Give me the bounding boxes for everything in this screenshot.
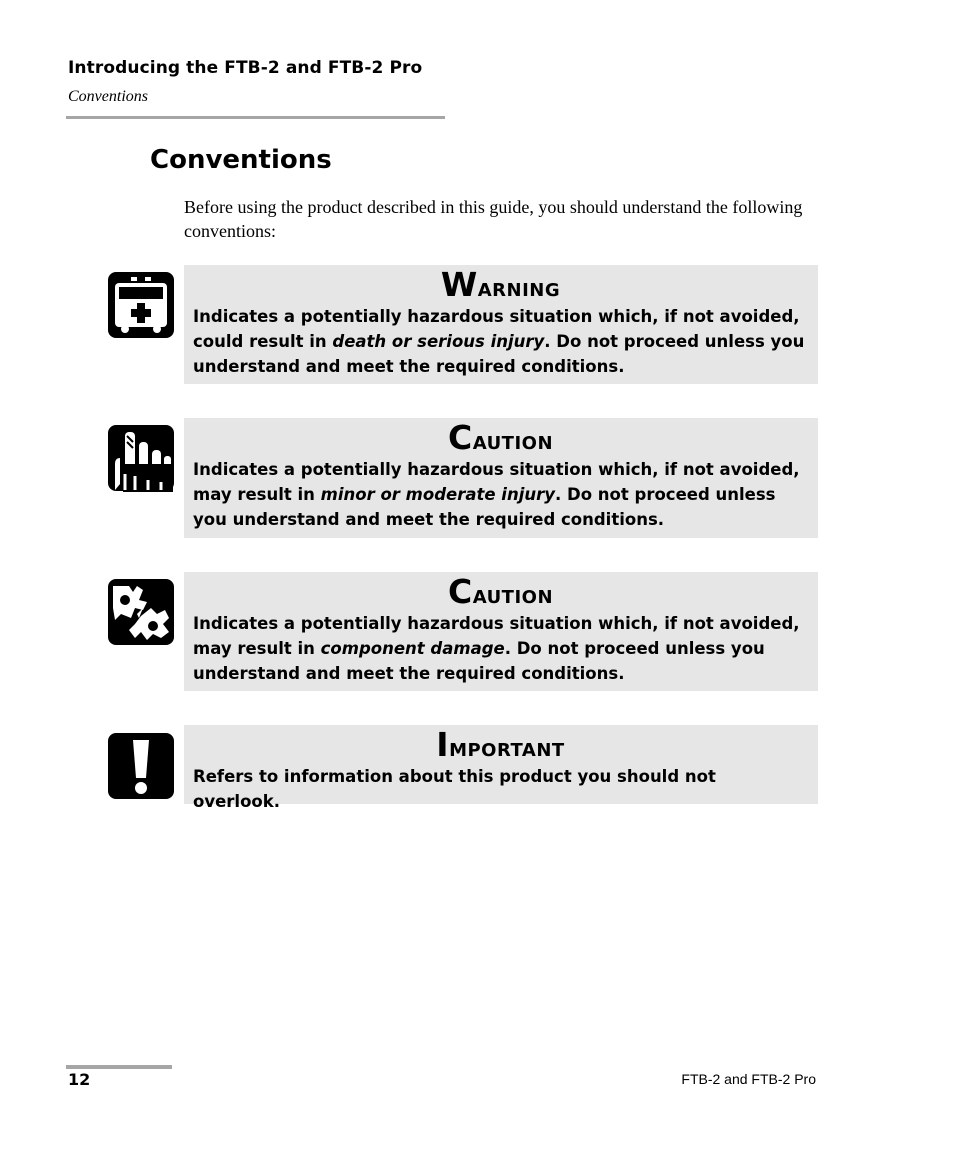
notice-body: Indicates a potentially hazardous situation which, if not avoided, could result in death or serious injury. Do not proceed unless you understand and meet the required conditions. [193,307,805,376]
header-divider [66,116,445,119]
notice-heading: Caution [447,418,554,457]
notice-heading: Warning [440,265,561,304]
notice-body: Indicates a potentially hazardous situation which, if not avoided, may result in component damage. Do not proceed unless you understand and meet the required conditions. [193,614,800,683]
caution-component-notice [184,572,818,691]
page-title: Conventions [150,145,332,175]
injured-hand-icon [107,424,175,492]
page-number: 12 [68,1070,91,1089]
warning-notice [184,265,818,384]
footer-divider [66,1065,172,1069]
notice-heading: Important [436,725,565,764]
chapter-title: Introducing the FTB-2 and FTB-2 Pro [68,58,423,78]
footer-product-name: FTB-2 and FTB-2 Pro [681,1071,816,1087]
intro-paragraph: Before using the product described in this guide, you should understand the following conventions: [184,197,803,241]
notice-body: Indicates a potentially hazardous situation which, if not avoided, may result in minor or moderate injury. Do not proceed unless you understand and meet the required conditions. [193,460,800,529]
important-notice [184,725,818,811]
section-subtitle: Conventions [68,88,148,105]
notice-heading: Caution [447,572,554,611]
notice-body: Refers to information about this product you should not overlook. [193,767,716,811]
caution-injury-notice [184,418,818,538]
exclamation-icon [107,732,175,800]
broken-gear-icon [107,578,175,646]
ambulance-icon [107,271,175,339]
